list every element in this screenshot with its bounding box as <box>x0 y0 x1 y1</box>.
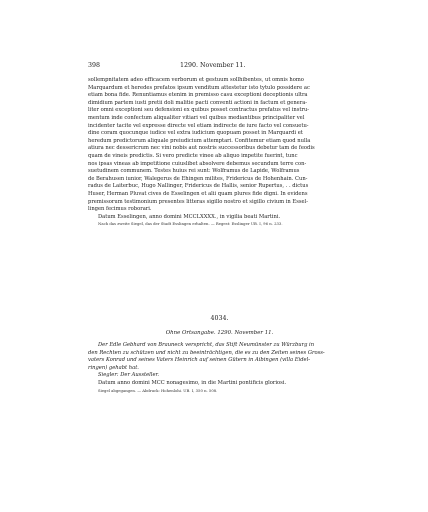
text-line: atiura nec dessericrum nec vini nobis aut nostris successoribus debetur tam de feodis <box>88 145 315 152</box>
datum-line: Datum Esselingen, anno domini MCCLXXXX., in vigilia beati Martini. <box>98 213 281 220</box>
datum-line: Datum anno domini MCC nonagesimo, in die Martini pontificis gloriosi. <box>98 379 287 386</box>
text-line: etiam bona fide. Renuntiamus etenim in premisso casu exceptioni deceptionis ultra <box>88 92 308 99</box>
text-line: mentum inde confectum aliqualiter vitiari vel quibus mediantibus principaliter vel <box>88 114 305 121</box>
text-line: heredum predictorum aliquale preiudicium attemptari. Confitemur etiam quod nulla <box>88 137 311 144</box>
text-line: suetudinem communem. Testes huius rei sunt: Wolframus de Lapide, Wolframus <box>88 168 300 175</box>
footnote: Nach das zweite Siegel, das der Stadt Esslingen erhalten. — Regest: Esslinger UB. I, 96 n. 233. <box>98 221 283 227</box>
regest-line: ringen) gehabt hat. <box>88 364 139 371</box>
regest-line: vaters Konrad und seines Vaters Heinrich auf seinen Gütern in Aibingen (villa Eidel- <box>88 357 310 364</box>
text-line: nos ipsas vineas ab impetitione cuiuslibet absolvere debemus secundum terre con- <box>88 160 307 167</box>
text-line: incidenter tacite vel expresse directe vel etiam indirecte de iure facto vel consuetu- <box>88 122 309 129</box>
document-number: 4034. <box>210 315 229 322</box>
text-line: premissorum testimonium presentes litteras sigillo nostro et sigillo civium in Essel- <box>88 198 309 205</box>
header-date: 1290. November 11. <box>180 62 246 69</box>
text-line: quam de vineis predictis. Si vero predicte vinee ab aliquo impetite fuerint, tunc <box>88 152 298 159</box>
text-line: liter omni exceptioni seu defensioni ex quibus posset contractus prefatus vel instru- <box>88 107 310 114</box>
text-line: radus de Laiterbuc, Hugo Nallinger, Fridericus de Hallis, senior Rupertus, . . dictus <box>88 183 309 190</box>
page-number: 398 <box>88 62 101 69</box>
text-line: sollempnitatem adeo efficacem verborum et gestuum sollhibentes, ut omnis homo <box>88 77 304 83</box>
text-line: Marquardum et heredes prefatos ipsum venditum attestetur isto tytulo possidere ac <box>88 84 310 91</box>
document-text-block <box>88 342 351 394</box>
text-line: dimidium partem iusti pretii doli malitie pacti conventi actioni in factum et genera- <box>88 99 308 106</box>
document-date: Ohne Ortsangabe. 1290. November 11. <box>165 330 274 336</box>
page-header <box>88 62 351 70</box>
document-text-block <box>88 77 351 227</box>
regest-line: den Rechten zu schützen und nicht zu beeinträchtigen, die es zu den Zeiten seines Gross- <box>88 349 325 356</box>
text-line: dine coram quocunque iudice vel extra iudicium quopuam posset in Marquardi et <box>88 130 303 137</box>
footnote: Siegel abgegangen. — Abdruck: Hohenlohi. UB. I, 350 n. 508. <box>98 387 218 393</box>
text-line: Huser, Herman Pluvat cives de Esselingen et alii quam plures fide digni. In evidens <box>88 190 308 197</box>
regest-line: Der Edle Gebhard von Brauneck verspricht, das Stift Neumünster zu Würzburg in <box>98 342 315 348</box>
siegler-line: Siegler: Der Aussteller. <box>98 372 160 379</box>
text-line: de Berahusen iunior, Walegerus de Ehingen milites, Fridericus de Hohenhain. Cun- <box>88 175 308 182</box>
text-line: lingen fecimus roborari. <box>88 206 152 213</box>
